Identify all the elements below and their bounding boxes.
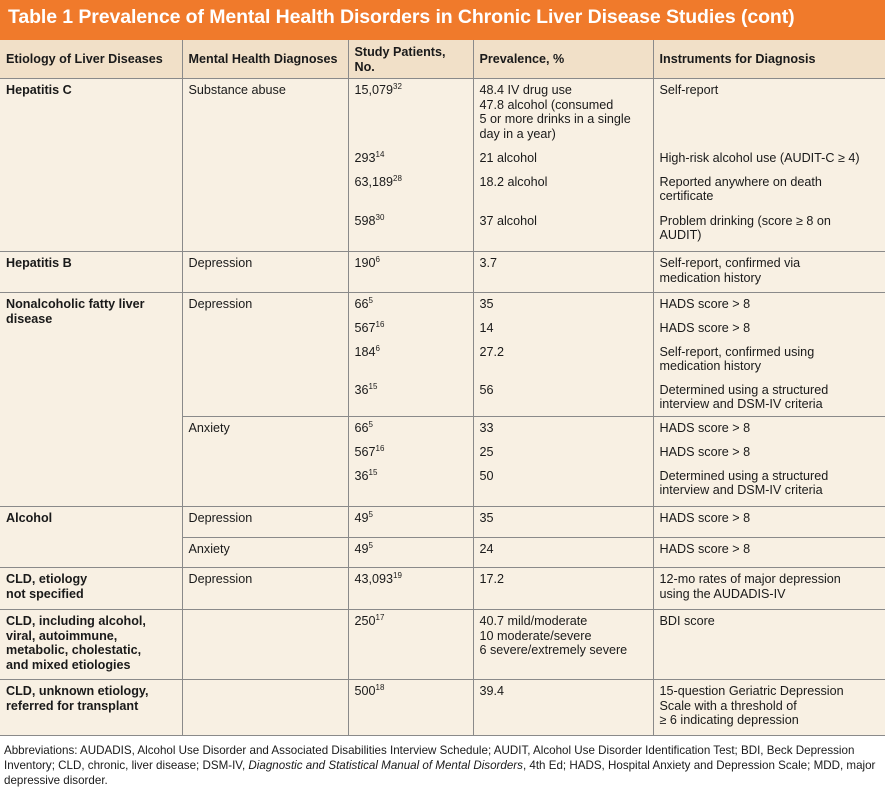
diagnosis-cell [182, 680, 348, 736]
instrument-cell: Self-report, confirmed using medication history [659, 344, 815, 373]
instrument-cell: High-risk alcohol use (AUDIT-C ≥ 4) [659, 150, 860, 165]
table-row [0, 507, 885, 538]
instrument-cell: 15-question Geriatric Depression Scale with a threshold of ≥ 6 indicating depression [653, 680, 885, 736]
diagnosis-cell: Depression [182, 568, 348, 610]
patients-cell: $66^5$ [348, 417, 473, 441]
prevalence-cell: 39.4 [473, 680, 653, 736]
table-header-row [0, 40, 885, 79]
prevalence-cell: 35 [473, 507, 653, 538]
patients-cell: $49^5$ [348, 538, 473, 568]
patients-cell: $36^{15}$ [348, 465, 473, 507]
diagnosis-cell: Depression [182, 252, 348, 293]
instrument-cell: Self-report, confirmed via medication history [653, 252, 885, 293]
table-row [0, 568, 885, 610]
prevalence-cell: 21 alcohol [473, 147, 653, 171]
patients-cell: $184^6$ [348, 341, 473, 379]
patients-cell: $500^{18}$ [348, 680, 473, 736]
diagnosis-cell: Depression [182, 507, 348, 538]
etiology-cell: CLD, unknown etiology, referred for transplant [0, 680, 182, 736]
instrument-cell: HADS score > 8 [659, 421, 751, 435]
instrument-cell: Problem drinking (score ≥ 8 on AUDIT) [653, 210, 885, 252]
header-patients: Study Patients, No. [348, 40, 473, 79]
header-prevalence: Prevalence, % [473, 40, 653, 79]
table-row [0, 79, 885, 147]
diagnosis-cell: Depression [182, 293, 348, 417]
diagnosis-cell: Substance abuse [182, 79, 348, 252]
instrument-cell: Self-report [659, 83, 719, 97]
patients-cell: 43,093$^{19}$ [348, 568, 473, 610]
table-title: Table 1 Prevalence of Mental Health Disorders in Chronic Liver Disease Studies (cont) [0, 0, 885, 40]
etiology-cell: Hepatitis C [0, 79, 182, 252]
instrument-cell: 12-mo rates of major depression using the AUDADIS-IV [653, 568, 885, 610]
instrument-cell: HADS score > 8 [659, 444, 751, 459]
instrument-cell: HADS score > 8 [653, 538, 885, 568]
instrument-cell: Determined using a structured interview and DSM-IV criteria [653, 379, 885, 417]
instrument-cell: HADS score > 8 [659, 297, 751, 311]
diagnosis-cell: Anxiety [182, 417, 348, 507]
patients-cell: $250^{17}$ [348, 610, 473, 680]
table-row [0, 293, 885, 317]
prevalence-cell: 27.2 [473, 341, 653, 379]
patients-cell: $66^5$ [348, 293, 473, 317]
diagnosis-cell: Anxiety [182, 538, 348, 568]
prevalence-cell: 40.7 mild/moderate 10 moderate/severe 6 severe/extremely severe [473, 610, 653, 680]
instrument-cell: HADS score > 8 [659, 320, 751, 335]
prevalence-cell: 33 [473, 417, 653, 441]
table-row [0, 680, 885, 736]
prevalence-cell: 17.2 [473, 568, 653, 610]
patients-cell: $49^5$ [348, 507, 473, 538]
patients-cell: $293^{14}$ [348, 147, 473, 171]
patients-cell: $190^6$ [348, 252, 473, 293]
table-row [0, 610, 885, 680]
table-row [0, 252, 885, 293]
prevalence-cell: 3.7 [473, 252, 653, 293]
patients-cell: 15,079$^{32}$ [348, 79, 473, 147]
patients-cell: $567^{16}$ [348, 317, 473, 341]
etiology-cell: CLD, including alcohol, viral, autoimmune, metabolic, cholestatic, and mixed etiologies [0, 610, 182, 680]
prevalence-cell: 48.4 IV drug use 47.8 alcohol (consumed 5 or more drinks in a single day in a year) [473, 79, 653, 147]
instrument-cell: Determined using a structured interview and DSM-IV criteria [653, 465, 885, 507]
prevalence-cell: 14 [473, 317, 653, 341]
instrument-cell: BDI score [653, 610, 885, 680]
prevalence-cell: 18.2 alcohol [473, 171, 653, 210]
etiology-cell: Hepatitis B [0, 252, 182, 293]
prevalence-cell: 24 [473, 538, 653, 568]
header-instruments: Instruments for Diagnosis [653, 40, 885, 79]
instrument-cell: HADS score > 8 [653, 507, 885, 538]
header-diagnoses: Mental Health Diagnoses [182, 40, 348, 79]
prevalence-cell: 56 [473, 379, 653, 417]
prevalence-cell: 25 [473, 441, 653, 465]
abbreviations-footnote: Abbreviations: AUDADIS, Alcohol Use Disorder and Associated Disabilities Interview Schedule; AUDIT, Alcohol Use Disorder Identification Test; BDI, Beck Depression Inventory; CLD, chronic, liver disease; DSM-IV, Diagnostic and Statistical Manual of Mental Disorders, 4th Ed; HADS, Hospital Anxiety and Depression Scale; MDD, major depressive disorder. [4, 744, 876, 787]
prevalence-table [0, 40, 885, 736]
patients-cell: $567^{16}$ [348, 441, 473, 465]
patients-cell: $598^{30}$ [348, 210, 473, 252]
patients-cell: 63,189$^{28}$ [348, 171, 473, 210]
etiology-cell: Nonalcoholic fatty liver disease [0, 293, 182, 507]
diagnosis-cell [182, 610, 348, 680]
prevalence-cell: 50 [473, 465, 653, 507]
etiology-cell: Alcohol [0, 507, 182, 568]
instrument-cell: Reported anywhere on death certificate [659, 174, 822, 203]
etiology-cell: CLD, etiology not specified [0, 568, 182, 610]
header-etiology: Etiology of Liver Diseases [0, 40, 182, 79]
prevalence-cell: 35 [473, 293, 653, 317]
patients-cell: $36^{15}$ [348, 379, 473, 417]
prevalence-cell: 37 alcohol [473, 210, 653, 252]
